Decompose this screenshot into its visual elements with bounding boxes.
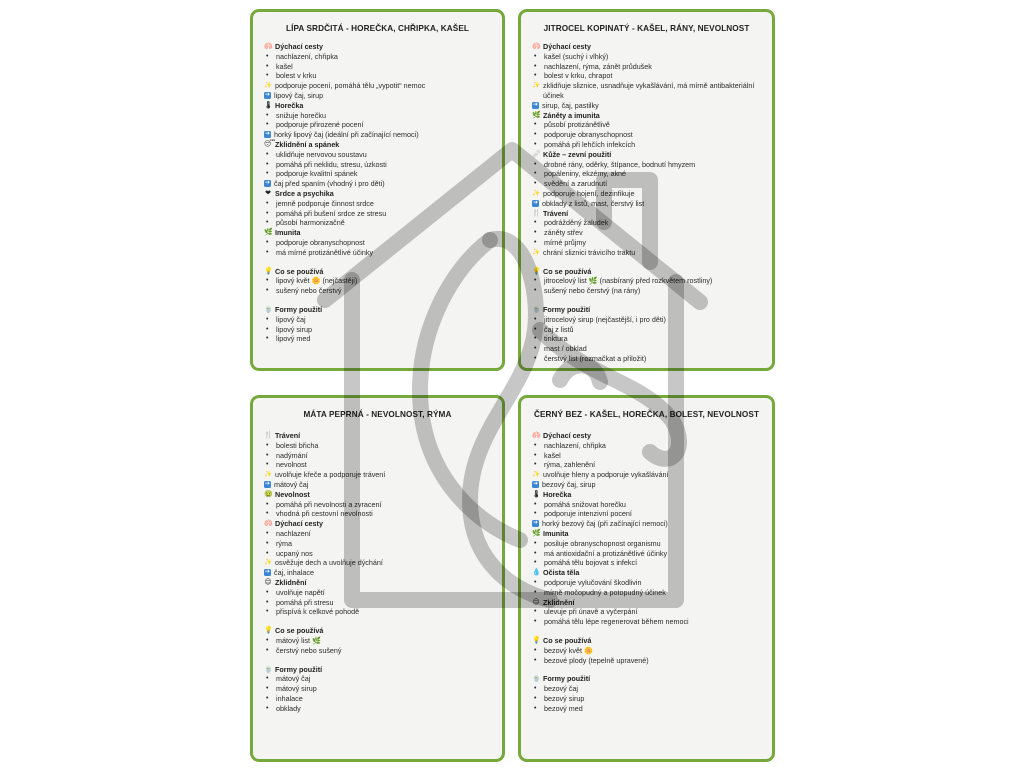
list-item: • čerstvý nebo sušený [264, 646, 494, 656]
list-item: • nachlazení, rýma, zánět průdušek [532, 62, 764, 72]
list-item: • jitrocelový sirup (nejčastější, i pro děti) [532, 315, 764, 325]
list-item: • nadýmání [264, 451, 494, 461]
bowl-icon: 🍵 [532, 305, 541, 313]
list-item: • čaj z listů [532, 325, 764, 335]
card-title: MÁTA PEPRNÁ - NEVOLNOST, RÝMA [303, 410, 452, 419]
bandage-icon: 🩹 [532, 150, 541, 158]
list-item: • pomáhá snižovat horečku [532, 500, 764, 510]
list-item: • snižuje horečku [264, 111, 494, 121]
usage-tip [532, 480, 764, 490]
usage-tip [532, 101, 764, 111]
effect-note-text: zklidňuje sliznice, usnadňuje vykašlávání, má mírně antibakteriální účinek [543, 81, 755, 100]
list-item: • nachlazení, chřipka [532, 441, 764, 451]
list-item: • nevolnost [264, 460, 494, 470]
card-body [532, 42, 764, 364]
list-item: • podporuje kvalitní spánek [264, 169, 494, 179]
section-heading [532, 111, 764, 121]
section-heading [264, 42, 494, 52]
list-item: • bezový květ 🌼 [532, 646, 764, 656]
list-item: • nachlazení, chřipka [264, 52, 494, 62]
section-heading-text: Formy použití [543, 674, 591, 684]
section-heading [532, 598, 764, 608]
utensils-icon: 🍴 [264, 432, 273, 439]
list-item: • lipový květ 🌼 (nejčastěji) [264, 276, 494, 286]
section-heading-text: Nevolnost [275, 489, 310, 499]
arrow-right-icon: ➜ [532, 199, 539, 206]
usage-tip [264, 568, 494, 578]
section-heading [264, 626, 494, 636]
sparkle-icon: ✨ [264, 559, 273, 567]
effect-note-text: podporuje pocení, pomáhá tělu „vypotit“ nemoc [275, 81, 426, 91]
list-item: • lipový sirup [264, 325, 494, 335]
bowl-icon: 🍵 [264, 305, 273, 313]
section-heading-text: Trávení [275, 431, 301, 440]
list-item: • mátový sirup [264, 684, 494, 694]
list-item: • pomáhá při nevolnosti a zvracení [264, 500, 494, 510]
list-item: • tinktura [532, 334, 764, 344]
section-heading [264, 665, 494, 675]
usage-tip [532, 519, 764, 529]
effect-note [264, 470, 494, 480]
section-heading-text: Co se používá [543, 266, 592, 276]
section-heading [264, 490, 494, 500]
usage-tip-text: čaj před spaním (vhodný i pro děti) [274, 179, 385, 189]
list-item: • sušený nebo čerstvý [264, 286, 494, 296]
effect-note [532, 189, 764, 199]
list-item: • uklidňuje nervovou soustavu [264, 150, 494, 160]
section-heading-text: Dýchací cesty [543, 431, 591, 440]
arrow-right-icon: ➜ [264, 180, 271, 187]
effect-note [264, 81, 494, 91]
list-item: • má antioxidační a protizánětlivé účinky [532, 549, 764, 559]
section-heading-text: Dýchací cesty [275, 519, 323, 529]
bulb-icon: 💡 [264, 267, 273, 275]
list-item: • čerstvý list (rozmačkat a přiložit) [532, 354, 764, 364]
list-item: • obklady [264, 704, 494, 714]
section-heading [532, 267, 764, 277]
list-item: • pomáhá tělu bojovat s infekcí [532, 558, 764, 568]
section-heading-text: Dýchací cesty [543, 42, 591, 51]
usage-tip-text: lipový čaj, sirup [274, 90, 324, 100]
usage-tip [264, 91, 494, 101]
section-heading [264, 578, 494, 588]
calm-face-icon: 😌 [532, 598, 540, 606]
herb-card-cerny-bez [518, 395, 775, 762]
arrow-right-icon: ➜ [532, 480, 539, 487]
list-item: • pomáhá při bušení srdce ze stresu [264, 209, 494, 219]
herb-icon: 🌿 [264, 229, 273, 237]
section-spacer [532, 665, 764, 674]
usage-tip [532, 199, 764, 209]
list-item: • podporuje intenzivní pocení [532, 509, 764, 519]
section-spacer [532, 296, 764, 305]
list-item: • rýma [264, 539, 494, 549]
list-item: • bezový čaj [532, 684, 764, 694]
usage-tip [264, 480, 494, 490]
list-item: • lipový čaj [264, 315, 494, 325]
card-body [264, 431, 494, 714]
list-item: • mast / obklad [532, 344, 764, 354]
effect-note [532, 248, 764, 258]
section-heading-text: Srdce a psychika [275, 188, 334, 198]
section-spacer [264, 656, 494, 665]
effect-note-text: podporuje hojení, dezinfikuje [543, 188, 635, 198]
list-item: • mírné průjmy [532, 238, 764, 248]
bulb-icon: 💡 [264, 627, 273, 635]
list-item: • kašel (suchý i vlhký) [532, 52, 764, 62]
list-item: • ucpaný nos [264, 549, 494, 559]
arrow-right-icon: ➜ [264, 480, 271, 487]
usage-tip-text: bezový čaj, sirup [542, 479, 596, 489]
sparkle-icon: ✨ [532, 189, 541, 197]
list-item: • bezové plody (tepelně upravené) [532, 656, 764, 666]
thermometer-icon: 🌡 [264, 101, 273, 109]
arrow-right-icon: ➜ [264, 131, 271, 138]
section-heading-text: Záněty a imunita [543, 110, 600, 120]
section-heading-text: Horečka [275, 100, 304, 110]
list-item: • působí harmonizačně [264, 218, 494, 228]
effect-note-text: osvěžuje dech a uvolňuje dýchání [275, 558, 383, 568]
sparkle-icon: ✨ [264, 471, 273, 479]
list-item: • popáleniny, ekzémy, akné [532, 169, 764, 179]
lungs-icon: 🫁 [264, 43, 273, 50]
effect-note [532, 470, 764, 480]
section-heading [532, 305, 764, 315]
list-item: • mírně močopudný a potopudný účinek [532, 588, 764, 598]
usage-tip-text: sirup, čaj, pastilky [542, 100, 599, 110]
section-heading-text: Imunita [543, 528, 569, 538]
card-title: ČERNÝ BEZ - KAŠEL, HOREČKA, BOLEST, NEVOLNOST [533, 410, 760, 419]
list-item: • bolest v krku, chrapot [532, 71, 764, 81]
usage-tip [264, 130, 494, 140]
list-item: • inhalace [264, 694, 494, 704]
card-body [532, 431, 764, 714]
list-item: • kašel [264, 62, 494, 72]
herb-card-jitrocel [518, 9, 775, 371]
list-item: • přispívá k celkové pohodě [264, 607, 494, 617]
section-heading [532, 529, 764, 539]
usage-tip-text: horký bezový čaj (při začínající nemoci) [542, 519, 668, 529]
effect-note-text: uvolňuje křeče a podporuje trávení [275, 470, 386, 480]
section-heading-text: Zklidnění [543, 597, 575, 607]
section-heading-text: Dýchací cesty [275, 42, 323, 51]
list-item: • pomáhá při neklidu, stresu, úzkosti [264, 160, 494, 170]
arrow-right-icon: ➜ [532, 101, 539, 108]
list-item: • uvolňuje napětí [264, 588, 494, 598]
list-item: • pomáhá při lehčích infekcích [532, 140, 764, 150]
card-body [264, 42, 494, 344]
list-item: • bezový med [532, 704, 764, 714]
section-heading [532, 431, 764, 441]
section-spacer [532, 258, 764, 267]
list-item: • ulevuje při únavě a vyčerpání [532, 607, 764, 617]
section-heading-text: Co se používá [275, 266, 324, 276]
list-item: • jemně podporuje činnost srdce [264, 199, 494, 209]
usage-tip [264, 179, 494, 189]
card-title: LÍPA SRDČITÁ - HOREČKA, CHŘIPKA, KAŠEL [285, 24, 470, 33]
list-item: • pomáhá tělu lépe regenerovat během nemoci [532, 617, 764, 627]
nausea-face-icon: 🤢 [264, 490, 273, 498]
section-heading [264, 189, 494, 199]
herb-icon: 🌿 [532, 529, 541, 537]
list-item: • podporuje obranyschopnost [532, 130, 764, 140]
section-heading-text: Trávení [543, 208, 569, 218]
list-item: • bolest v krku [264, 71, 494, 81]
list-item: • svědění a zarudnutí [532, 179, 764, 189]
list-item: • podporuje obranyschopnost [264, 238, 494, 248]
section-spacer [532, 627, 764, 636]
card-title: JITROCEL KOPINATÝ - KAŠEL, RÁNY, NEVOLNOST [543, 24, 750, 33]
sleep-face-icon: 😴 [264, 140, 276, 148]
herb-card-lipa [250, 9, 505, 371]
section-heading [264, 228, 494, 238]
usage-tip-text: obklady z listů, mast, čerstvý list [542, 198, 645, 208]
section-heading [532, 568, 764, 578]
list-item: • jitrocelový list 🌿 (nasbíraný před rozkvětem rostliny) [532, 276, 764, 286]
list-item: • podrážděný žaludek [532, 218, 764, 228]
section-heading [532, 636, 764, 646]
section-heading [264, 140, 494, 150]
herb-icon: 🌿 [532, 111, 541, 119]
bulb-icon: 💡 [532, 267, 541, 275]
list-item: • lipový med [264, 334, 494, 344]
section-spacer [264, 296, 494, 305]
usage-tip-text: horký lipový čaj (ideální při začínající nemoci) [274, 130, 419, 140]
sparkle-icon: ✨ [532, 248, 541, 256]
section-heading-text: Co se používá [543, 635, 592, 645]
bulb-icon: 💡 [532, 636, 541, 644]
usage-tip-text: čaj, inhalace [274, 568, 314, 578]
list-item: • pomáhá při stresu [264, 598, 494, 608]
list-item: • podporuje vylučování škodlivin [532, 578, 764, 588]
section-heading-text: Imunita [275, 228, 301, 238]
sparkle-icon: ✨ [532, 471, 541, 479]
section-heading-text: Co se používá [275, 626, 324, 636]
section-heading [264, 101, 494, 111]
section-heading-text: Zklidnění a spánek [275, 139, 340, 149]
section-heading [264, 305, 494, 315]
bowl-icon: 🍵 [264, 665, 273, 673]
section-heading-text: Zklidnění [275, 577, 307, 587]
list-item: • mátový čaj [264, 674, 494, 684]
list-item: • posiluje obranyschopnost organismu [532, 539, 764, 549]
section-heading-text: Očista těla [543, 568, 580, 578]
utensils-icon: 🍴 [532, 209, 541, 217]
lungs-icon: 🫁 [264, 520, 273, 528]
lungs-icon: 🫁 [532, 43, 541, 50]
list-item: • mátový list 🌿 [264, 636, 494, 646]
arrow-right-icon: ➜ [264, 569, 271, 576]
list-item: • sušený nebo čerstvý (na rány) [532, 286, 764, 296]
section-heading [264, 519, 494, 529]
section-spacer [264, 617, 494, 626]
section-heading-text: Horečka [543, 489, 572, 499]
section-spacer [264, 258, 494, 267]
bowl-icon: 🍵 [532, 675, 541, 683]
section-heading-text: Formy použití [275, 664, 323, 674]
list-item: • rýma, zahlenění [532, 460, 764, 470]
arrow-right-icon: ➜ [264, 91, 271, 98]
list-item: • bezový sirup [532, 694, 764, 704]
list-item: • kašel [532, 451, 764, 461]
section-heading [532, 209, 764, 219]
effect-note [532, 81, 764, 101]
heart-icon: ❤ [265, 189, 271, 197]
list-item: • působí protizánětlivě [532, 120, 764, 130]
effect-note-text: uvolňuje hleny a podporuje vykašlávání [543, 470, 669, 480]
section-heading-text: Kůže – zevní použití [543, 149, 612, 159]
droplet-icon: 💧 [532, 569, 541, 577]
section-heading-text: Formy použití [543, 304, 591, 314]
section-heading-text: Formy použití [275, 304, 323, 314]
arrow-right-icon: ➜ [532, 520, 539, 527]
list-item: • vhodná při cestovní nevolnosti [264, 509, 494, 519]
list-item: • bolesti břicha [264, 441, 494, 451]
effect-note [264, 558, 494, 568]
thermometer-icon: 🌡 [532, 490, 541, 498]
section-heading [532, 150, 764, 160]
herb-card-mata [250, 395, 505, 762]
list-item: • drobné rány, oděrky, štípance, bodnutí hmyzem [532, 160, 764, 170]
sparkle-icon: ✨ [264, 82, 273, 90]
sparkle-icon: ✨ [532, 82, 541, 90]
section-heading [532, 42, 764, 52]
list-item: • nachlazení [264, 529, 494, 539]
section-heading [532, 490, 764, 500]
section-heading [264, 267, 494, 277]
calm-face-icon: 😌 [264, 578, 272, 586]
section-heading [264, 431, 494, 441]
list-item: • má mírné protizánětlivé účinky [264, 248, 494, 258]
usage-tip-text: mátový čaj [274, 479, 309, 489]
section-heading [532, 674, 764, 684]
list-item: • podporuje přirozené pocení [264, 120, 494, 130]
effect-note-text: chrání sliznici trávicího traktu [543, 247, 636, 257]
list-item: • záněty střev [532, 228, 764, 238]
lungs-icon: 🫁 [532, 432, 541, 439]
